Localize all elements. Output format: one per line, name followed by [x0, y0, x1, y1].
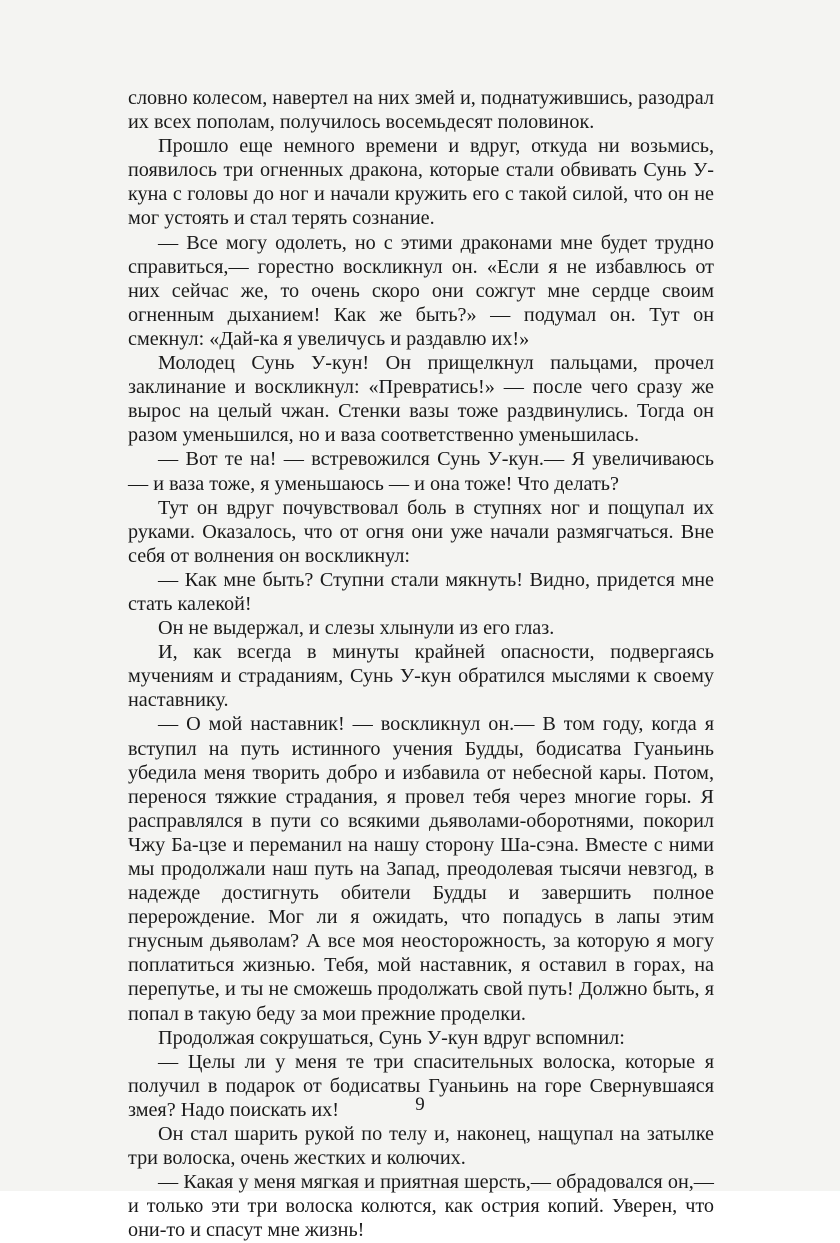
- paragraph: — Вот те на! — встревожился Сунь У-кун.— Я увеличиваюсь — и ваза тоже, я уменьшаюсь — и она тоже! Что делать?: [128, 448, 714, 495]
- page-number: 9: [415, 1094, 425, 1115]
- paragraph: Прошло еще немного времени и вдруг, откуда ни возьмись, появилось три огненных дракона, которые стали обвивать Сунь У-куна с головы до ног и начали кружить его с такой силой, что он не мог устоять и стал терять сознание.: [128, 135, 714, 230]
- paragraph: Тут он вдруг почувствовал боль в ступнях ног и пощупал их руками. Оказалось, что от огня они уже начали размягчаться. Вне себя от волнения он воскликнул:: [128, 496, 714, 567]
- paragraph: Он не выдержал, и слезы хлынули из его глаз.: [158, 617, 555, 640]
- body-text: [128, 86, 714, 1243]
- paragraph: Он стал шарить рукой по телу и, наконец, нащупал на затылке три волоска, очень жестких и колючих.: [128, 1123, 714, 1170]
- paragraph: — О мой наставник! — воскликнул он.— В том году, когда я вступил на путь истинного учения Будды, бодисатва Гуаньинь убедила меня творить добро и избавила от небесной кары. Потом, перенося тяжкие страдания, я провел тебя через многие горы. Я расправлялся в пути со всякими дьяволами-оборотнями, покорил Чжу Ба-цзе и переманил на нашу сторону Ша-сэна. Вместе с ними мы продолжали наш путь на Запад, преодолевая тысячи невзгод, в надежде достигнуть обители Будды и завершить полное перерождение. Мог ли я ожидать, что попадусь в лапы этим гнусным дьяволам? А все моя неосторожность, за которую я могу поплатиться жизнью. Тебя, мой наставник, я оставил в горах, на перепутье, и ты не сможешь продолжать свой путь! Должно быть, я попал в такую беду за мои прежние проделки.: [128, 713, 714, 1025]
- paragraph: — Как мне быть? Ступни стали мякнуть! Видно, придется мне стать калекой!: [128, 568, 714, 615]
- paragraph: — Целы ли у меня те три спасительных волоска, которые я получил в подарок от бодисатвы Гуаньинь на горе Свернувшаяся змея? Надо поискать их!: [128, 1050, 714, 1121]
- paragraph: словно колесом, навертел на них змей и, поднатужившись, разодрал их всех пополам, получилось восемьдесят половинок.: [128, 87, 714, 134]
- paragraph: Продолжая сокрушаться, Сунь У-кун вдруг вспомнил:: [158, 1026, 625, 1049]
- paragraph: И, как всегда в минуты крайней опасности, подвергаясь мучениям и страданиям, Сунь У-кун обратился мыслями к своему наставнику.: [128, 641, 714, 712]
- paragraph: — Какая у меня мягкая и приятная шерсть,— обрадовался он,— и только эти три волоска колются, как острия копий. Уверен, что они-то и спасут мне жизнь!: [128, 1171, 714, 1242]
- paragraph: Молодец Сунь У-кун! Он прищелкнул пальцами, прочел заклинание и воскликнул: «Превратись!» — после чего сразу же вырос на целый чжан. Стенки вазы тоже раздвинулись. Тогда он разом уменьшился, но и ваза соответственно уменьшилась.: [128, 352, 714, 447]
- paragraph: — Все могу одолеть, но с этими драконами мне будет трудно справиться,— горестно воскликнул он. «Если я не избавлюсь от них сейчас же, то очень скоро они сожгут мне сердце своим огненным дыханием! Как же быть?» — подумал он. Тут он смекнул: «Дай-ка я увеличусь и раздавлю их!»: [128, 231, 714, 350]
